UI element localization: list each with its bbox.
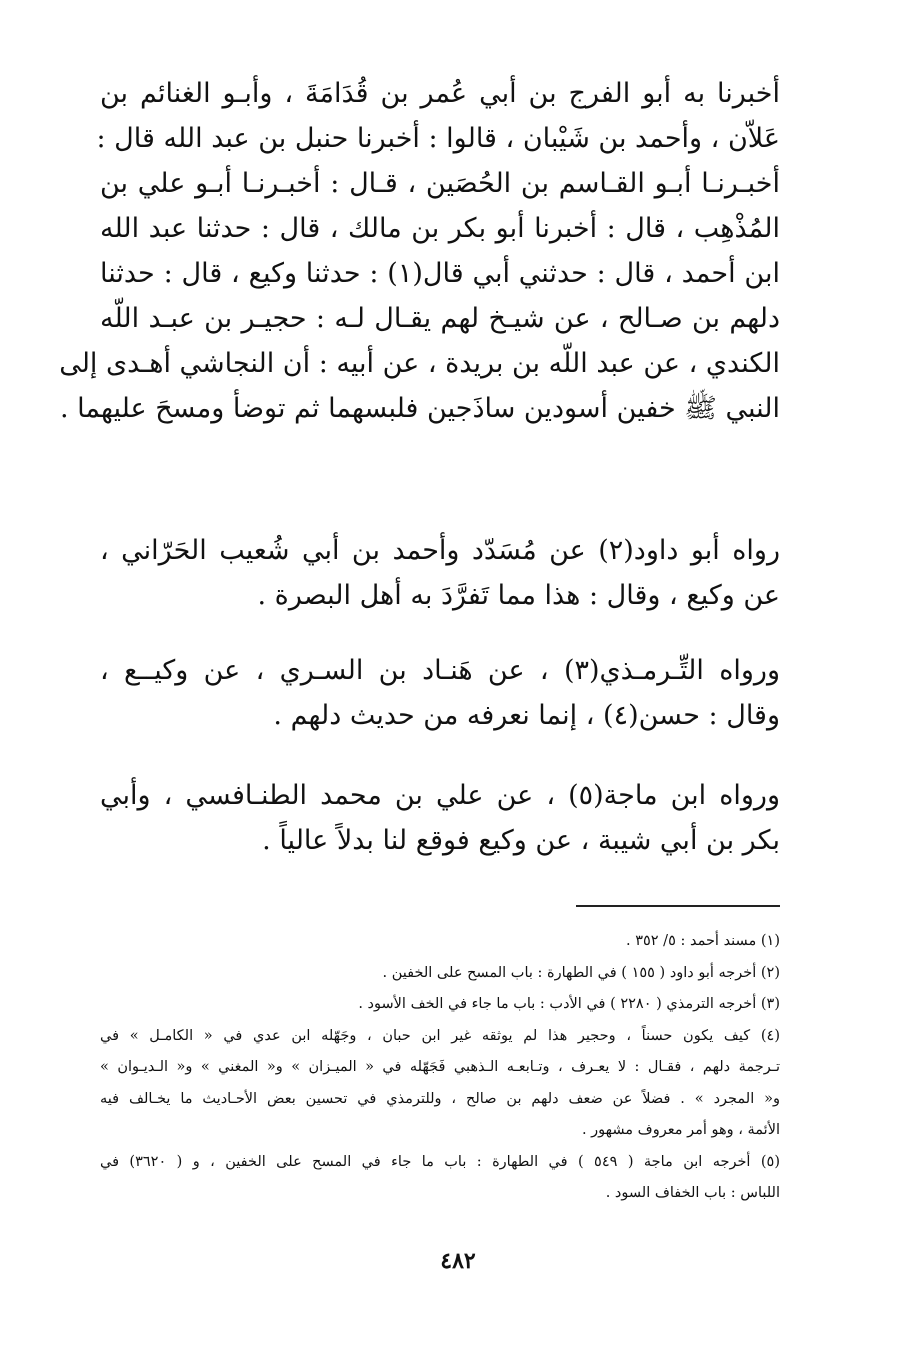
page-number: ٤٨٢ bbox=[440, 1248, 476, 1274]
paragraph-tirmidhi bbox=[100, 655, 780, 745]
text-line: أخبـرنـا أبـو القـاسم بن الحُصَين ، قـال : أخبـرنـا أبـو علي بن bbox=[100, 168, 780, 199]
paragraph-hadith-isnad bbox=[59, 78, 780, 438]
footnote-line: (١) مسند أحمد : ٥/ ٣٥٢ . bbox=[625, 933, 780, 949]
footnote-line: تـرجمة دلهم ، فقـال : لا يعـرف ، وتـابعـه الـذهبي فَجَهّله في « الميـزان » و« المغني » و« الـديـوان » bbox=[100, 1059, 780, 1075]
text-line: ورواه التِّـرمـذي(٣) ، عن هَنـاد بن السـري ، عن وكيــع ، bbox=[100, 655, 780, 686]
footnote-line: (٥) أخرجه ابن ماجة ( ٥٤٩ ) في الطهارة : باب ما جاء في المسح على الخفين ، و ( ٣٦٢٠) في bbox=[100, 1153, 780, 1170]
paragraph-abu-dawud bbox=[100, 535, 780, 625]
paragraph-ibn-majah bbox=[100, 780, 780, 870]
text-line: عن وكيع ، وقال : هذا مما تَفرَّدَ به أهل البصرة . bbox=[257, 580, 780, 611]
footnote-line: اللباس : باب الخفاف السود . bbox=[605, 1185, 780, 1201]
text-line: دلهم بن صـالح ، عن شيـخ لهم يقـال لـه : حجيـر بن عبـد اللّه bbox=[100, 303, 780, 334]
text-line: رواه أبو داود(٢) عن مُسَدّد وأحمد بن أبي شُعيب الحَرّاني ، bbox=[100, 535, 780, 566]
footnote-line: الأئمة ، وهو أمر معروف مشهور . bbox=[581, 1122, 780, 1138]
text-line: المُذْهِب ، قال : أخبرنا أبو بكر بن مالك ، قال : حدثنا عبد الله bbox=[100, 213, 780, 244]
text-line: النبي ﷺ خفين أسودين ساذَجين فلبسهما ثم توضأ ومسحَ عليهما . bbox=[60, 393, 780, 424]
footnote-line: (٢) أخرجه أبو داود ( ١٥٥ ) في الطهارة : باب المسح على الخفين . bbox=[382, 964, 780, 981]
text-line: ابن أحمد ، قال : حدثني أبي قال(١) : حدثنا وكيع ، قال : حدثنا bbox=[100, 258, 780, 289]
text-line: الكندي ، عن عبد اللّه بن بريدة ، عن أبيه : أن النجاشي أهـدى إلى bbox=[59, 348, 780, 379]
text-line: بكر بن أبي شيبة ، عن وكيع فوقع لنا بدلاً عالياً . bbox=[262, 825, 780, 856]
text-line: ورواه ابن ماجة(٥) ، عن علي بن محمد الطنـافسي ، وأبي bbox=[100, 780, 780, 811]
footnote-line: (٤) كيف يكون حسناً ، وحجير هذا لم يوثقه غير ابن حبان ، وجَهّله ابن عدي في « الكامـل » في bbox=[100, 1027, 780, 1044]
text-line: وقال : حسن(٤) ، إنما نعرفه من حديث دلهم . bbox=[273, 700, 780, 731]
footnote-line: (٣) أخرجه الترمذي ( ٢٢٨٠ ) في الأدب : باب ما جاء في الخف الأسود . bbox=[358, 996, 780, 1012]
footnotes bbox=[100, 930, 780, 1214]
text-line: أخبرنا به أبو الفرج بن أبي عُمر بن قُدَامَةَ ، وأبـو الغنائم بن bbox=[100, 78, 780, 109]
text-line: عَلاّن ، وأحمد بن شَيْبان ، قالوا : أخبرنا حنبل بن عبد الله قال : bbox=[96, 123, 780, 154]
footnote-divider bbox=[576, 905, 780, 907]
footnote-line: و« المجرد » . فضلاً عن ضعف دلهم بن صالح ، وللترمذي في تحسين بعض الأحـاديث ما يخـالف فيه bbox=[100, 1090, 780, 1107]
